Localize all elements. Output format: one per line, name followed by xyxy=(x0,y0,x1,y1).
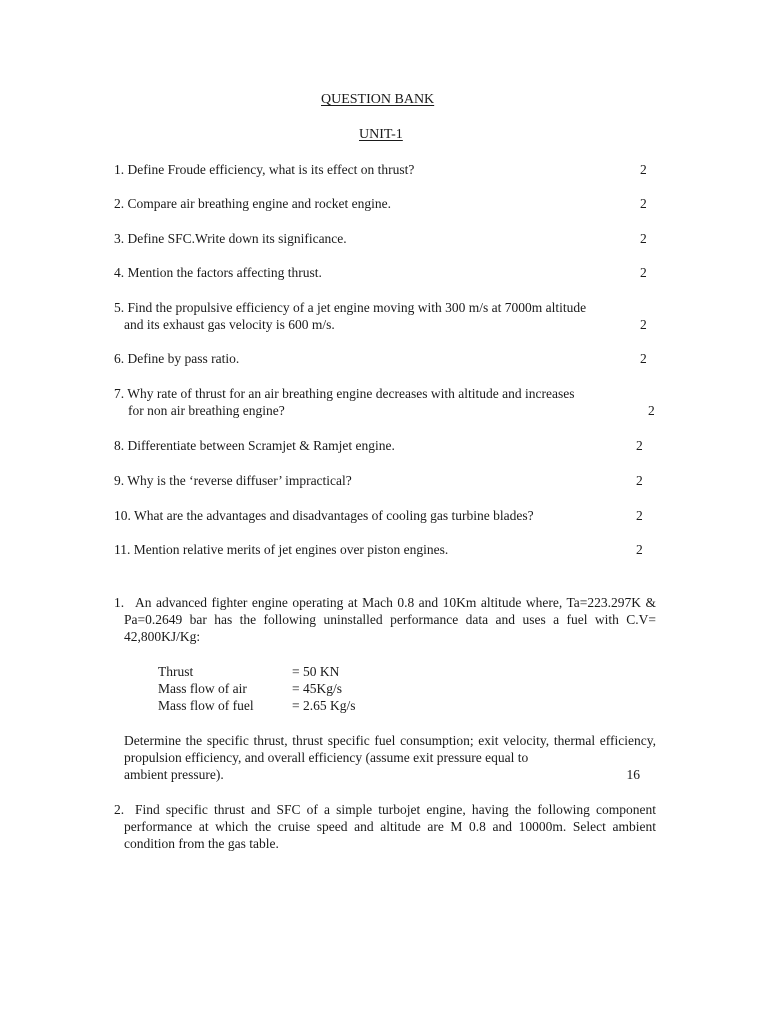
question-9-marks: 2 xyxy=(636,473,643,488)
data-table xyxy=(158,663,356,714)
question-4: 4. Mention the factors affecting thrust. xyxy=(114,265,322,280)
question-5-line2: and its exhaust gas velocity is 600 m/s. xyxy=(124,317,335,332)
question-8: 8. Differentiate between Scramjet & Ramjet engine. xyxy=(114,438,395,453)
long-question-1-marks: 16 xyxy=(626,767,640,782)
data-row-fuel-flow xyxy=(158,697,356,714)
long-question-2-number: 2. xyxy=(114,802,125,817)
question-10-marks: 2 xyxy=(636,508,643,523)
data-row-thrust xyxy=(158,663,356,680)
question-9: 9. Why is the ‘reverse diffuser’ impractical? xyxy=(114,473,352,488)
long-question-1-task: Determine the specific thrust, thrust specific fuel consumption; exit velocity, thermal efficiency, propulsion efficiency, and overall efficiency (assume exit pressure equal to xyxy=(124,733,656,765)
data-label: Thrust xyxy=(158,664,194,679)
question-10: 10. What are the advantages and disadvantages of cooling gas turbine blades? xyxy=(114,508,534,523)
question-1-marks: 2 xyxy=(640,162,647,177)
long-question-1-number: 1. xyxy=(114,595,125,610)
page-title: QUESTION BANK xyxy=(321,92,435,107)
question-3: 3. Define SFC.Write down its significance. xyxy=(114,231,347,246)
unit-heading: UNIT-1 xyxy=(359,127,403,142)
data-label: Mass flow of air xyxy=(158,681,247,696)
question-7: 7. Why rate of thrust for an air breathing engine decreases with altitude and increases xyxy=(114,386,575,401)
question-6-marks: 2 xyxy=(640,351,647,366)
question-3-marks: 2 xyxy=(640,231,647,246)
question-11-marks: 2 xyxy=(636,542,643,557)
long-question-1-last-line xyxy=(124,766,640,783)
data-row-air-flow xyxy=(158,680,356,697)
question-7-line2: for non air breathing engine? xyxy=(128,403,285,418)
question-1: 1. Define Froude efficiency, what is its effect on thrust? xyxy=(114,162,415,177)
question-8-marks: 2 xyxy=(636,438,643,453)
question-6: 6. Define by pass ratio. xyxy=(114,351,240,366)
question-7-marks: 2 xyxy=(648,403,655,418)
question-5-marks: 2 xyxy=(640,317,647,332)
data-label: Mass flow of fuel xyxy=(158,698,254,713)
long-question-2-text: Find specific thrust and SFC of a simple turbojet engine, having the following component performance at which the cruise speed and altitude are M 0.8 and 10000m. Select ambient condition from the gas table. xyxy=(124,802,656,851)
data-value: = 50 KN xyxy=(292,664,340,679)
long-question-1-task-end: ambient pressure). xyxy=(124,767,224,782)
question-4-marks: 2 xyxy=(640,265,647,280)
data-value: = 2.65 Kg/s xyxy=(292,698,356,713)
data-value: = 45Kg/s xyxy=(292,681,342,696)
question-5: 5. Find the propulsive efficiency of a jet engine moving with 300 m/s at 7000m altitude xyxy=(114,300,587,315)
question-2-marks: 2 xyxy=(640,196,647,211)
question-11: 11. Mention relative merits of jet engines over piston engines. xyxy=(114,542,449,557)
question-2: 2. Compare air breathing engine and rocket engine. xyxy=(114,196,392,211)
long-question-1-text: An advanced fighter engine operating at Mach 0.8 and 10Km altitude where, Ta=223.297K & Pa=0.2649 bar has the following uninstalled performance data and uses a fuel with C.V= 42,800KJ/Kg: xyxy=(124,595,656,644)
